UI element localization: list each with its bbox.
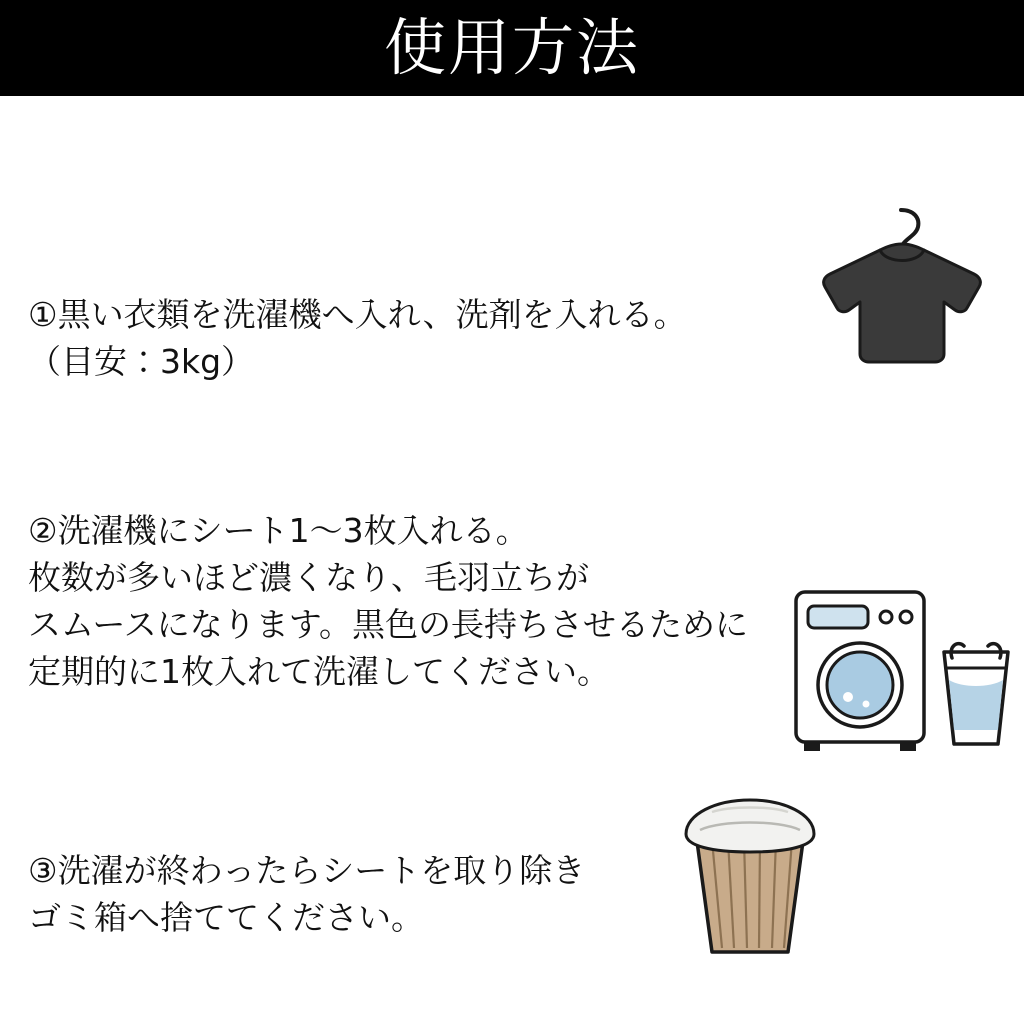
step-2 [28, 508, 828, 695]
step-1-line-2: （目安：3kg） [28, 341, 255, 381]
page-title: 使用方法 [383, 11, 640, 84]
trash-bin-icon [660, 790, 840, 960]
step-1-line-1: ①黒い衣類を洗濯機へ入れ、洗剤を入れる。 [28, 295, 687, 334]
header-bar [0, 0, 1024, 96]
step-1 [28, 292, 868, 386]
step-2-line-1: ②洗濯機にシート1〜3枚入れる。 [28, 511, 529, 550]
step-2-line-3: スムースになります。黒色の長持ちさせるために [28, 604, 749, 644]
step-3-line-1: ③洗濯が終わったらシートを取り除き [28, 851, 586, 890]
washing-machine-and-laundry-basket-icon [786, 580, 1016, 760]
step-2-line-4: 定期的に1枚入れて洗濯してください。 [28, 651, 610, 691]
step-3 [28, 848, 748, 942]
black-tshirt-on-hanger-icon [806, 196, 996, 376]
step-3-line-2: ゴミ箱へ捨ててください。 [28, 897, 424, 937]
step-2-line-2: 枚数が多いほど濃くなり、毛羽立ちが [28, 557, 589, 597]
